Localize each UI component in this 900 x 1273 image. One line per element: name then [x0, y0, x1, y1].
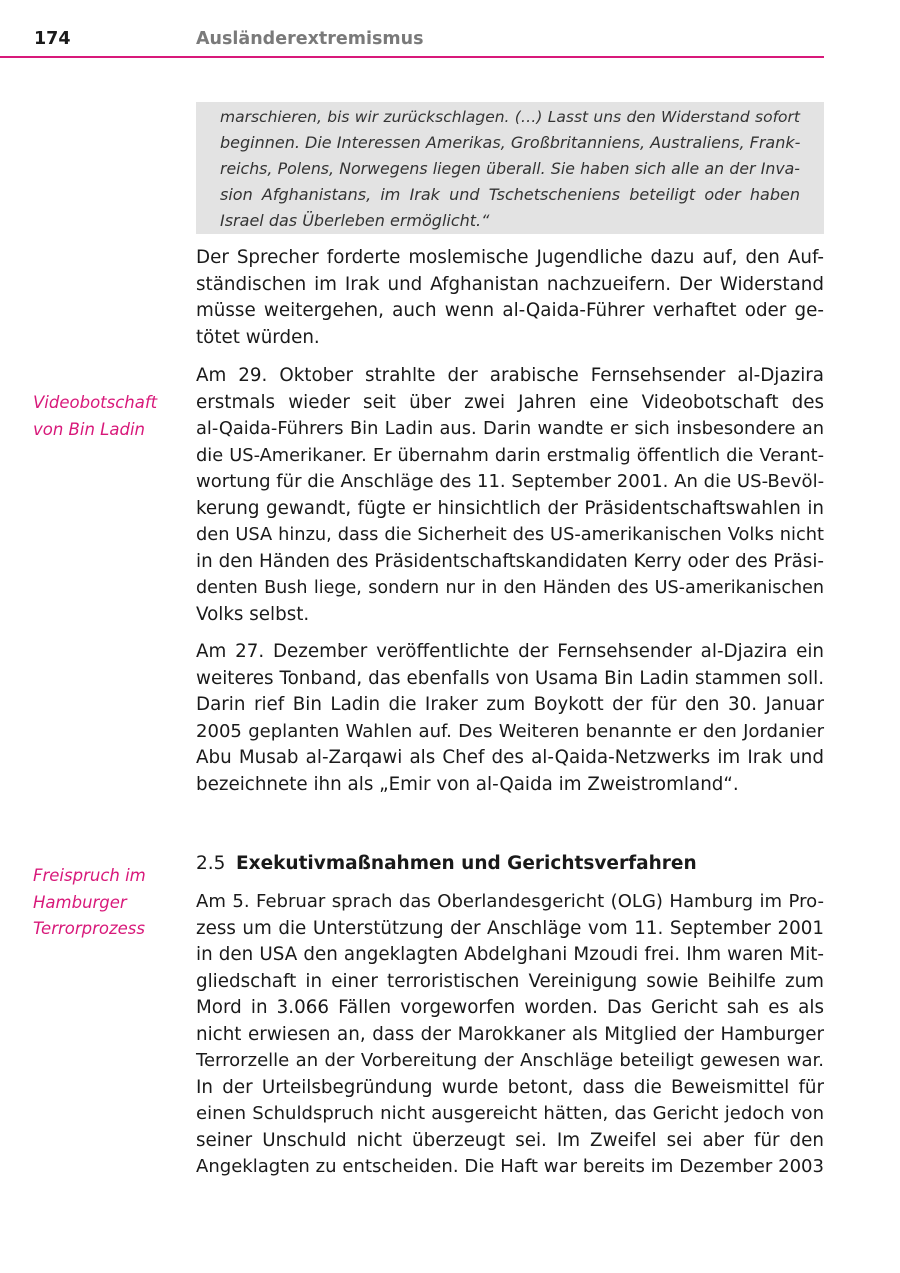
running-title: Ausländerextremismus — [196, 29, 424, 49]
text-line: in den Händen des Präsidentschaftskandidaten Kerry oder des Präsi- — [196, 550, 824, 572]
text-line: Der Sprecher forderte moslemische Jugendliche dazu auf, den Auf- — [196, 247, 824, 268]
margin-note-line: Terrorprozess — [33, 919, 145, 938]
quote-block — [196, 102, 824, 234]
text-line: bezeichnete ihn als „Emir von al-Qaida im Zweistromland“. — [196, 773, 739, 795]
text-line: den USA hinzu, dass die Sicherheit des US-amerikanischen Volks nicht — [196, 524, 824, 545]
page-header — [0, 0, 824, 58]
section-title: Exekutivmaßnahmen und Gerichtsverfahren — [236, 853, 697, 874]
text-line: müsse weitergehen, auch wenn al-Qaida-Führer verhaftet oder ge- — [196, 300, 824, 321]
margin-note-freispruch — [33, 863, 183, 943]
text-line: weiteres Tonband, das ebenfalls von Usama Bin Ladin stammen soll. — [196, 667, 824, 689]
text-line: 2005 geplanten Wahlen auf. Des Weiteren benannte er den Jordanier — [196, 720, 824, 742]
section-heading — [196, 850, 824, 878]
text-line: Angeklagten zu entscheiden. Die Haft war bereits im Dezember 2003 — [196, 1156, 824, 1177]
text-line: Abu Musab al-Zarqawi als Chef des al-Qaida-Netzwerks im Irak und — [196, 747, 824, 768]
text-line: In der Urteilsbegründung wurde betont, dass die Beweismittel für — [196, 1076, 824, 1098]
text-line: gliedschaft in einer terroristischen Vereinigung sowie Beihilfe zum — [196, 970, 824, 992]
text-line: seiner Unschuld nicht überzeugt sei. Im Zweifel sei aber für den — [196, 1129, 824, 1151]
margin-note-line: Freispruch im — [33, 866, 146, 885]
page-number: 174 — [34, 29, 71, 49]
text-line: kerung gewandt, fügte er hinsichtlich der Präsidentschaftswahlen in — [196, 497, 824, 519]
quote-line: beginnen. Die Interessen Amerikas, Großbritanniens, Australiens, Frank- — [220, 133, 801, 152]
text-line: Mord in 3.066 Fällen vorgeworfen worden. Das Gericht sah es als — [196, 997, 824, 1018]
quote-line: marschieren, bis wir zurückschlagen. (…) Lasst uns den Widerstand sofort — [220, 108, 800, 126]
text-line: tötet würden. — [196, 326, 320, 348]
text-line: Am 29. Oktober strahlte der arabische Fernsehsender al-Djazira — [196, 365, 824, 386]
quote-line: sion Afghanistans, im Irak und Tschetscheniens beteiligt oder haben — [220, 185, 800, 204]
text-line: erstmals wieder seit über zwei Jahren eine Videobotschaft des — [196, 391, 824, 413]
text-line: Am 5. Februar sprach das Oberlandesgericht (OLG) Hamburg im Pro- — [196, 891, 824, 912]
text-line: ständischen im Irak und Afghanistan nachzueifern. Der Widerstand — [196, 273, 824, 295]
text-line: denten Bush liege, sondern nur in den Händen des US-amerikanischen — [196, 578, 824, 598]
text-line: Terrorzelle an der Vorbereitung der Anschläge beteiligt gewesen war. — [196, 1050, 824, 1071]
text-line: Am 27. Dezember veröffentlichte der Fernsehsender al-Djazira ein — [196, 641, 824, 662]
text-line: nicht erwiesen an, dass der Marokkaner als Mitglied der Hamburger — [196, 1023, 824, 1045]
section-number: 2.5 — [196, 853, 226, 874]
text-line: in den USA den angeklagten Abdelghani Mzoudi frei. Ihm waren Mit- — [196, 944, 824, 965]
text-line: Darin rief Bin Ladin die Iraker zum Boykott der für den 30. Januar — [196, 694, 824, 715]
text-line: die US-Amerikaner. Er übernahm darin erstmalig öffentlich die Verant- — [196, 444, 824, 466]
margin-note-line: von Bin Ladin — [33, 419, 145, 439]
quote-line: Israel das Überleben ermöglicht.“ — [220, 211, 490, 230]
paragraph-4 — [196, 889, 824, 1181]
paragraph-1 — [196, 245, 824, 351]
text-line: al-Qaida-Führers Bin Ladin aus. Darin wandte er sich insbesondere an — [196, 418, 824, 439]
text-line: zess um die Unterstützung der Anschläge vom 11. September 2001 — [196, 917, 824, 939]
margin-note-videobotschaft — [33, 390, 183, 443]
margin-note-line: Videobotschaft — [33, 393, 158, 412]
text-line: einen Schuldspruch nicht ausgereicht hätten, das Gericht jedoch von — [196, 1103, 824, 1124]
text-line: wortung für die Anschläge des 11. September 2001. An die US-Bevöl- — [196, 471, 825, 492]
text-line: Volks selbst. — [196, 603, 310, 625]
paragraph-2 — [196, 363, 824, 628]
margin-note-line: Hamburger — [33, 892, 127, 912]
quote-line: reichs, Polens, Norwegens liegen überall. Sie haben sich alle an der Inva- — [220, 159, 800, 178]
paragraph-3 — [196, 639, 824, 798]
